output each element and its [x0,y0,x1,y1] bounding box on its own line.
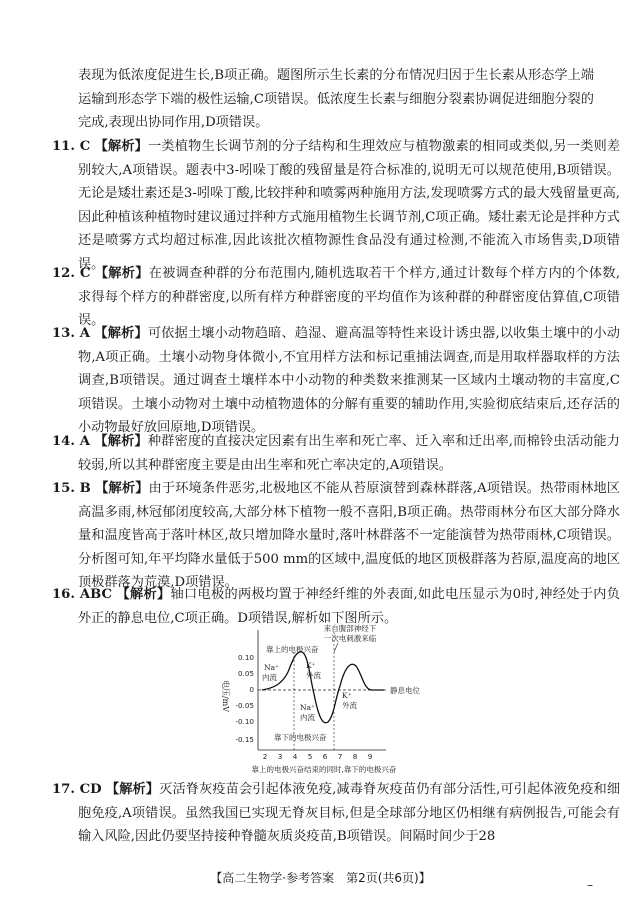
answer-text: 灭活脊灰疫苗会引起体液免疫,减毒脊灰疫苗仍有部分活性,可引起体液免疫和细胞免疫,A项错误。虽然我国已实现无脊灰目标,但是全球部分地区仍相继有病例报告,可能会有输入风险,因此仍要坚持接种脊髓灰质炎疫苗,B项错误。间隔时间少于28 [78,782,621,845]
x-tick: 9 [367,752,373,761]
x-tick: 8 [352,752,358,761]
answer-number: 11. C [52,139,91,154]
x-tick: 3 [277,752,283,761]
y-tick: -0.10 [235,717,254,726]
y-tick: 0 [249,685,254,694]
na-influx-1: Na⁺ [264,663,279,672]
analysis-tag: 【解析】 [94,434,148,449]
analysis-tag: 【解析】 [94,266,149,281]
y-tick: -0.15 [235,735,254,744]
na-influx-2-text: 内流 [300,713,315,722]
x-tick: 5 [307,752,313,761]
top-continuation-text: 表现为低浓度促进生长,B项正确。题图所示生长素的分布情况归因于生长素从形态学上端运输到形态学下端的极性运输,C项错误。低浓度生长素与细胞分裂素协调促进细胞分裂的完成,表现出协同作用,D项错误。 [78,68,594,131]
x-tick: 2 [262,752,268,761]
answer-number: 16. ABC [52,587,112,602]
lower-electrode-label: 靠下的电极兴奋 [274,733,327,742]
answer-number: 13. A [52,326,90,341]
x-tick: 7 [337,752,343,761]
x-tick: 6 [322,752,328,761]
answer-item-14 [52,430,620,477]
x-tick-labels [263,752,373,761]
resting-potential-label: 静息电位 [390,686,420,695]
answer-text: 种群密度的直接决定因素有出生率和死亡率、迁入率和迁出率,而棉铃虫活动能力较弱,所以其种群密度主要是由出生率和死亡率决定的,A项错误。 [78,434,620,473]
analysis-tag: 【解析】 [105,782,160,797]
annotation-pointer [334,643,338,652]
answer-number: 12. C [52,266,91,281]
analysis-tag: 【解析】 [116,587,171,602]
stimulus-annotation-line2: 一次电刺激来临 [323,634,377,643]
answer-number: 15. B [52,481,91,496]
page-footer: 【高二生物学·参考答案 第2页(共6页)】 [210,871,431,885]
y-tick-labels [235,653,254,744]
k-efflux-2-text: 外流 [342,701,357,710]
k-efflux-2: K⁺ [342,691,352,700]
answer-item-17 [52,778,620,849]
answer-text: 在被调查种群的分布范围内,随机选取若干个样方,通过计数每个样方内的个体数,求得每个样方的种群密度,以所有样方种群密度的平均值作为该种群的种群密度估算值,C项错误。 [78,266,621,329]
figure-caption: 靠上的电极兴奋结束的同时,靠下的电极兴奋 [251,765,397,774]
membrane-potential-figure [214,622,434,776]
stimulus-annotation-line1: 来自腹部神经下 [323,624,377,633]
k-efflux-1-text: 外流 [306,671,321,680]
answer-item-15 [52,477,620,595]
x-tick: 4 [292,752,298,761]
answer-number: 14. A [52,434,90,449]
answer-item-11 [52,135,620,277]
k-efflux-1: K⁺ [306,661,316,670]
upper-electrode-label: 靠上的电极兴奋 [266,645,319,654]
answer-text: 由于环境条件恶劣,北极地区不能从苔原演替到森林群落,A项错误。热带雨林地区高温多雨,林冠郁闭度较高,大部分林下植物一般不喜阳,B项正确。热带雨林分布区大部分降水量和温度皆高于落叶林区,故只增加降水量时,落叶林群落不一定能演替为热带雨林,C项错误。分析图可知,年平均降水量低于500 mm的区域中,温度低的地区顶极群落为苔原,温度高的地区顶极群落为荒漠,D项错误。 [78,481,620,591]
y-axis-label: 电压/mV [221,679,230,713]
na-influx-2: Na⁺ [300,703,315,712]
answer-number: 17. CD [52,782,102,797]
y-tick: -0.05 [235,701,254,710]
answer-text: 可依据土壤小动物趋暗、趋湿、避高温等特性来设计诱虫器,以收集土壤中的小动物,A项正确。土壤小动物身体微小,不宜用样方法和标记重捕法调查,而是用取样器取样的方法调查,B项错误。通过调查土壤样本中小动物的种类数来推测某一区域内土壤动物的丰富度,C项错误。土壤小动物对土壤中动植物遗体的分解有重要的辅助作用,实验彻底结束后,还存活的小动物最好放回原地,D项错误。 [78,326,620,436]
answer-item-13 [52,322,620,440]
y-tick: 0.05 [237,669,254,678]
analysis-tag: 【解析】 [94,139,149,154]
analysis-tag: 【解析】 [95,481,149,496]
corner-mark: – [587,878,593,892]
answer-text: 轴口电极的两极均置于神经纤维的外表面,如此电压显示为0时,神经处于内负外正的静息电位,C项正确。D项错误,解析如下图所示。 [78,587,620,626]
answer-text: 一类植物生长调节剂的分子结构和生理效应与植物激素的相同或类似,另一类则差别较大,A项错误。题表中3-吲哚丁酸的残留量是符合标准的,说明无可以规范使用,B项错误。无论是矮壮素还是3-吲哚丁酸,比较拌种和喷雾两种施用方法,发现喷雾方式的最大残留量更高,因此种植该种植物时建议通过拌种方式施用植物生长调节剂,C项正确。矮壮素无论是拌种方式还是喷雾方式均超过标准,因此该批次植物源性食品没有通过检测,不能流入市场售卖,D项错误。 [78,139,621,272]
na-influx-1-text: 内流 [262,673,277,682]
analysis-tag: 【解析】 [94,326,148,341]
potential-curve [262,652,384,723]
y-tick: 0.10 [237,653,254,662]
